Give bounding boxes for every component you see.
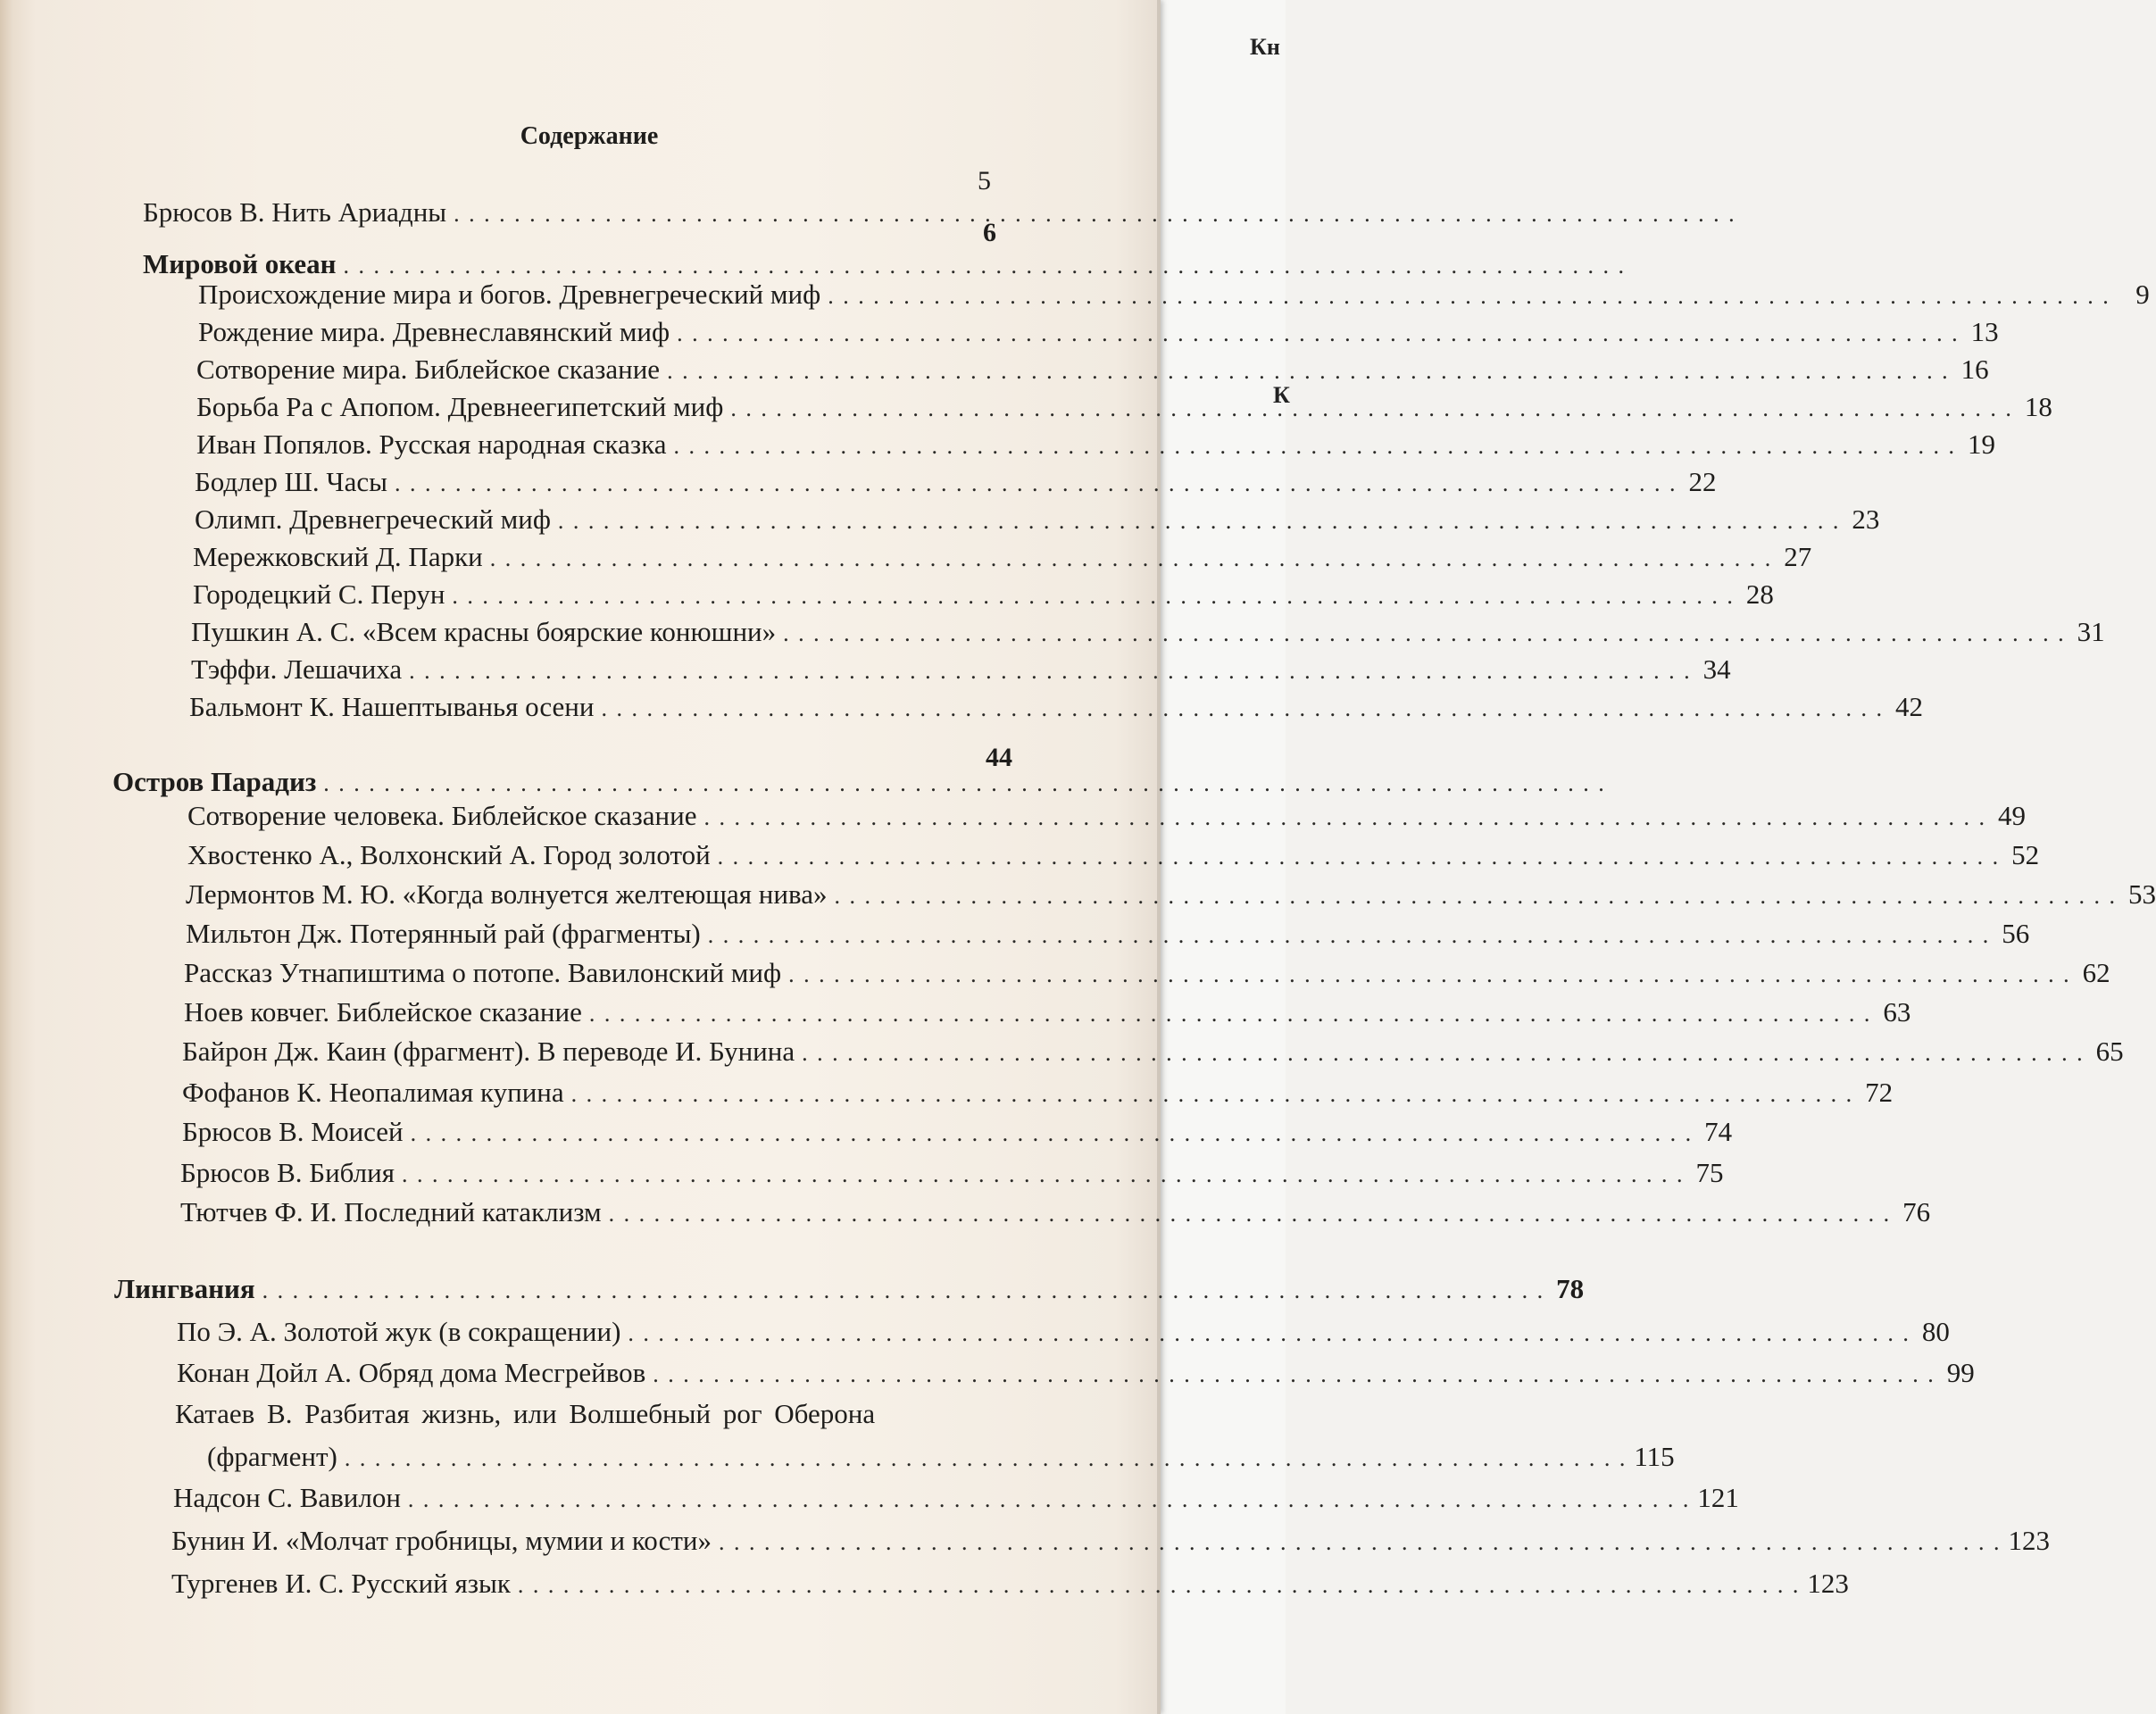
leader-dots bbox=[708, 922, 1991, 949]
toc-entry-title: Лермонтов М. Ю. «Когда волнуется желтеющая нива» bbox=[186, 878, 828, 910]
leader-dots bbox=[601, 695, 1884, 722]
leader-dots bbox=[558, 508, 1841, 535]
leader-dots bbox=[719, 1529, 2002, 1556]
leader-dots bbox=[345, 1445, 1627, 1472]
toc-page-number: 123 bbox=[1807, 1568, 1849, 1599]
toc-page-number: 56 bbox=[2002, 918, 2030, 949]
toc-page-number: 13 bbox=[1970, 316, 1999, 347]
leader-dots bbox=[677, 320, 1960, 347]
toc-entry-title: Сотворение мира. Библейское сказание bbox=[196, 354, 661, 385]
toc-page-number: 9 bbox=[2135, 279, 2150, 310]
toc-page-number: 22 bbox=[1688, 466, 1717, 497]
toc-entry-title: Пушкин А. С. «Всем красны боярские конюшни» bbox=[191, 616, 777, 647]
toc-page-number: 27 bbox=[1784, 541, 1812, 572]
adjacent-page-text: К bbox=[1273, 382, 1290, 408]
toc-entry[interactable] bbox=[195, 466, 1717, 502]
toc-entry-title: Байрон Дж. Каин (фрагмент). В переводе И. Бунина bbox=[182, 1036, 795, 1067]
leader-dots bbox=[262, 1277, 1545, 1304]
toc-entry-title: Надсон С. Вавилон bbox=[173, 1482, 401, 1513]
toc-entry-title: Городецкий С. Перун bbox=[193, 578, 445, 610]
toc-entry[interactable] bbox=[182, 1116, 1733, 1152]
toc-entry-title: Тэффи. Лешачиха bbox=[191, 653, 403, 685]
toc-entry[interactable] bbox=[196, 354, 1989, 389]
leader-dots bbox=[402, 1161, 1685, 1188]
toc-entry[interactable] bbox=[196, 391, 2052, 427]
toc-section-title: Лингвания bbox=[114, 1273, 255, 1304]
toc-entry[interactable] bbox=[191, 653, 1731, 689]
toc-entry-title: Мильтон Дж. Потерянный рай (фрагменты) bbox=[186, 918, 701, 949]
toc-entry[interactable] bbox=[207, 1441, 1675, 1477]
leader-dots bbox=[628, 1320, 1910, 1347]
toc-entry[interactable] bbox=[189, 691, 1923, 727]
adjacent-page-text: Кн bbox=[1250, 34, 1280, 60]
toc-page-number: 31 bbox=[2077, 616, 2105, 647]
leader-dots bbox=[409, 658, 1692, 685]
toc-entry[interactable] bbox=[182, 1077, 1894, 1112]
toc-page-number: 42 bbox=[1894, 691, 1923, 722]
toc-entry[interactable] bbox=[143, 196, 928, 232]
toc-page-number: 115 bbox=[1634, 1441, 1675, 1472]
leader-dots bbox=[452, 583, 1735, 610]
toc-page-number: 62 bbox=[2082, 957, 2110, 988]
toc-entry-title-continuation: (фрагмент) bbox=[207, 1441, 337, 1472]
toc-page-number: 76 bbox=[1902, 1196, 1931, 1227]
toc-page-number: 53 bbox=[2127, 878, 2156, 910]
toc-entry-title: Ноев ковчег. Библейское сказание bbox=[184, 996, 582, 1028]
leader-dots bbox=[343, 253, 1626, 279]
toc-entry-title: По Э. А. Золотой жук (в сокращении) bbox=[177, 1316, 621, 1347]
toc-entry[interactable] bbox=[187, 800, 2026, 836]
leader-dots bbox=[718, 844, 2001, 870]
toc-entry-title: Брюсов В. Библия bbox=[180, 1157, 395, 1188]
leader-dots bbox=[653, 1361, 1935, 1388]
toc-entry[interactable] bbox=[198, 316, 1999, 352]
toc-page-number: 123 bbox=[2008, 1525, 2050, 1556]
toc-entry-title: Тютчев Ф. И. Последний катаклизм bbox=[180, 1196, 602, 1227]
leader-dots bbox=[408, 1486, 1691, 1513]
toc-entry-title: Сотворение человека. Библейское сказание bbox=[187, 800, 697, 831]
leader-dots bbox=[490, 545, 1773, 572]
leader-dots bbox=[783, 620, 2066, 647]
toc-page-number: 16 bbox=[1960, 354, 1989, 385]
toc-page-number: 121 bbox=[1697, 1482, 1739, 1513]
leader-dots bbox=[454, 201, 1736, 228]
leader-dots bbox=[834, 883, 2117, 910]
toc-entry[interactable] bbox=[180, 1157, 1724, 1193]
toc-section-page: 78 bbox=[1556, 1273, 1585, 1304]
leader-dots bbox=[703, 804, 1986, 831]
toc-entry[interactable] bbox=[171, 1568, 1849, 1603]
leader-dots bbox=[730, 395, 2013, 422]
leader-dots bbox=[589, 1001, 1872, 1028]
page-title: Содержание bbox=[520, 122, 659, 150]
toc-entry-title: Мережковский Д. Парки bbox=[193, 541, 483, 572]
toc-section-heading[interactable] bbox=[112, 766, 952, 802]
toc-page-number: 52 bbox=[2011, 839, 2040, 870]
toc-entry-title: Рассказ Утнапиштима о потопе. Вавилонский миф bbox=[184, 957, 782, 988]
leader-dots bbox=[673, 433, 1956, 460]
toc-page-number: 28 bbox=[1745, 578, 1774, 610]
toc-entry[interactable] bbox=[186, 918, 2030, 953]
leader-dots bbox=[518, 1572, 1801, 1599]
leader-dots bbox=[571, 1081, 1854, 1108]
toc-entry[interactable] bbox=[184, 996, 1911, 1032]
toc-entry-title: Борьба Ра с Апопом. Древнеегипетский миф bbox=[196, 391, 724, 422]
leader-dots bbox=[788, 961, 2071, 988]
toc-entry-title: Иван Попялов. Русская народная сказка bbox=[196, 428, 667, 460]
toc-page-number: 80 bbox=[1921, 1316, 1950, 1347]
toc-page-number: 19 bbox=[1967, 428, 1995, 460]
toc-section-heading[interactable] bbox=[114, 1273, 1585, 1309]
toc-entry[interactable] bbox=[171, 1525, 2050, 1560]
toc-entry[interactable] bbox=[180, 1196, 1931, 1232]
toc-page-number: 74 bbox=[1704, 1116, 1733, 1147]
toc-entry[interactable] bbox=[173, 1482, 1739, 1518]
toc-entry[interactable] bbox=[186, 878, 2156, 914]
toc-page-number: 72 bbox=[1865, 1077, 1894, 1108]
toc-entry[interactable] bbox=[198, 279, 2150, 314]
leader-dots bbox=[411, 1120, 1694, 1147]
toc-entry-title: Бальмонт К. Нашептыванья осени bbox=[189, 691, 595, 722]
toc-page-number: 75 bbox=[1695, 1157, 1724, 1188]
toc-entry-title: Конан Дойл А. Обряд дома Месгрейвов bbox=[177, 1357, 646, 1388]
toc-entry[interactable] bbox=[187, 839, 2040, 875]
toc-page-number: 99 bbox=[1946, 1357, 1975, 1388]
toc-entry-title: Рождение мира. Древнеславянский миф bbox=[198, 316, 670, 347]
toc-entry-title: Бодлер Ш. Часы bbox=[195, 466, 387, 497]
leader-dots bbox=[323, 770, 1606, 797]
toc-entry[interactable] bbox=[195, 503, 1880, 539]
toc-entry[interactable] bbox=[184, 957, 2110, 993]
toc-entry[interactable] bbox=[193, 541, 1812, 577]
toc-entry-title: Тургенев И. С. Русский язык bbox=[171, 1568, 511, 1599]
toc-entry[interactable] bbox=[196, 428, 1995, 464]
toc-section-page: 44 bbox=[986, 743, 1012, 772]
toc-page-number: 65 bbox=[2095, 1036, 2124, 1067]
toc-page-number: 23 bbox=[1852, 503, 1880, 535]
toc-entry-title: Олимп. Древнегреческий миф bbox=[195, 503, 551, 535]
toc-section-title: Остров Парадиз bbox=[112, 766, 317, 797]
toc-entry-title: Происхождение мира и богов. Древнегреческий миф bbox=[198, 279, 821, 310]
toc-page-number: 63 bbox=[1883, 996, 1911, 1028]
toc-entry-title: Бунин И. «Молчат гробницы, мумии и кости» bbox=[171, 1525, 712, 1556]
toc-section-title: Мировой океан bbox=[143, 248, 337, 279]
toc-page-number: 5 bbox=[978, 166, 991, 196]
leader-dots bbox=[609, 1201, 1892, 1227]
leader-dots bbox=[395, 470, 1677, 497]
toc-entry[interactable] bbox=[177, 1316, 1950, 1352]
toc-section-page: 6 bbox=[983, 218, 996, 247]
toc-entry-title: Фофанов К. Неопалимая купина bbox=[182, 1077, 564, 1108]
toc-entry-title: Брюсов В. Моисей bbox=[182, 1116, 404, 1147]
toc-page-number: 49 bbox=[1997, 800, 2026, 831]
leader-dots bbox=[828, 283, 2110, 310]
toc-entry-title[interactable]: Катаев В. Разбитая жизнь, или Волшебный рог Оберона bbox=[175, 1398, 876, 1429]
leader-dots bbox=[667, 358, 1950, 385]
toc-entry[interactable] bbox=[193, 578, 1774, 614]
leader-dots bbox=[802, 1040, 2085, 1067]
toc-entry[interactable] bbox=[177, 1357, 1975, 1393]
toc-page-number: 18 bbox=[2024, 391, 2052, 422]
toc-page-number: 34 bbox=[1702, 653, 1731, 685]
toc-entry[interactable] bbox=[182, 1036, 2124, 1071]
toc-entry-title: Хвостенко А., Волхонский А. Город золотой bbox=[187, 839, 711, 870]
toc-entry-title: Брюсов В. Нить Ариадны bbox=[143, 196, 447, 228]
toc-entry[interactable] bbox=[191, 616, 2105, 652]
